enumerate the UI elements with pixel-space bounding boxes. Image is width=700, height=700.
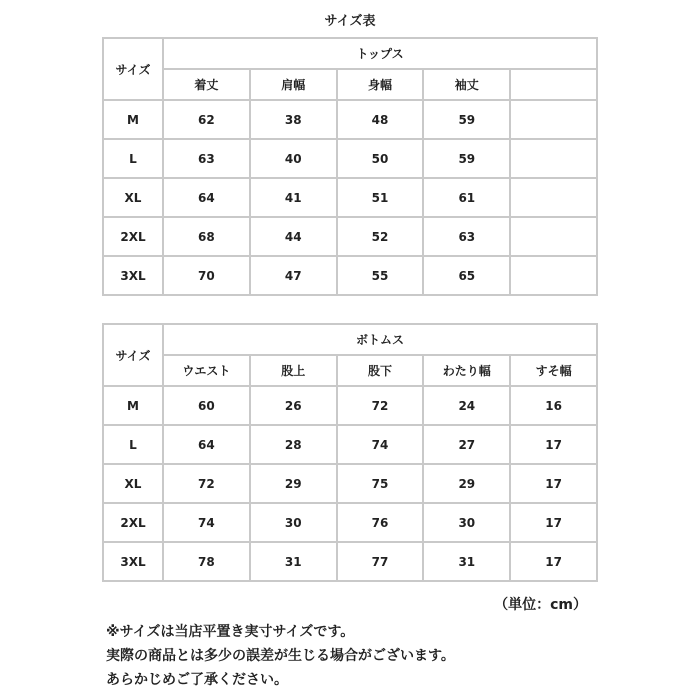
value-cell: 76: [337, 503, 424, 542]
tops-size-table: [102, 37, 598, 296]
value-cell: [510, 139, 597, 178]
value-cell: 77: [337, 542, 424, 581]
value-cell: 29: [250, 464, 337, 503]
value-cell: 24: [423, 386, 510, 425]
column-header: わたり幅: [423, 355, 510, 386]
value-cell: 75: [337, 464, 424, 503]
page-title: サイズ表: [324, 14, 376, 29]
table-row: [103, 139, 597, 178]
value-cell: 41: [250, 178, 337, 217]
value-cell: 74: [337, 425, 424, 464]
size-cell: 2XL: [103, 217, 163, 256]
value-cell: 31: [423, 542, 510, 581]
value-cell: 47: [250, 256, 337, 295]
value-cell: 17: [510, 425, 597, 464]
value-cell: 60: [163, 386, 250, 425]
table-row: [103, 178, 597, 217]
value-cell: 74: [163, 503, 250, 542]
value-cell: 16: [510, 386, 597, 425]
size-cell: L: [103, 139, 163, 178]
table-row: [103, 100, 597, 139]
value-cell: 78: [163, 542, 250, 581]
value-cell: [510, 217, 597, 256]
value-cell: 63: [423, 217, 510, 256]
value-cell: 64: [163, 178, 250, 217]
size-cell: XL: [103, 464, 163, 503]
value-cell: 17: [510, 542, 597, 581]
table-row: [103, 256, 597, 295]
value-cell: 38: [250, 100, 337, 139]
value-cell: 55: [337, 256, 424, 295]
size-cell: L: [103, 425, 163, 464]
value-cell: [510, 178, 597, 217]
value-cell: 27: [423, 425, 510, 464]
column-header: 股下: [337, 355, 424, 386]
size-header: サイズ: [103, 324, 163, 386]
table-row: [103, 542, 597, 581]
value-cell: 50: [337, 139, 424, 178]
value-cell: 68: [163, 217, 250, 256]
column-header: すそ幅: [510, 355, 597, 386]
size-cell: 3XL: [103, 256, 163, 295]
value-cell: 52: [337, 217, 424, 256]
column-header: 袖丈: [423, 69, 510, 100]
column-header: 肩幅: [250, 69, 337, 100]
size-cell: 3XL: [103, 542, 163, 581]
column-header: 身幅: [337, 69, 424, 100]
column-header: ウエスト: [163, 355, 250, 386]
value-cell: 65: [423, 256, 510, 295]
tops-group-header: トップス: [163, 38, 597, 69]
note-line: ※サイズは当店平置き実寸サイズです。: [106, 624, 355, 640]
size-cell: M: [103, 386, 163, 425]
column-header: 着丈: [163, 69, 250, 100]
value-cell: 17: [510, 464, 597, 503]
value-cell: 30: [250, 503, 337, 542]
size-cell: 2XL: [103, 503, 163, 542]
note-line: あらかじめご了承ください。: [106, 672, 288, 688]
table-row: [103, 217, 597, 256]
column-header: [510, 69, 597, 100]
table-row: [103, 386, 597, 425]
value-cell: 44: [250, 217, 337, 256]
value-cell: 59: [423, 139, 510, 178]
value-cell: 64: [163, 425, 250, 464]
value-cell: [510, 100, 597, 139]
value-cell: 63: [163, 139, 250, 178]
size-header: サイズ: [103, 38, 163, 100]
value-cell: 72: [337, 386, 424, 425]
value-cell: 62: [163, 100, 250, 139]
column-header: 股上: [250, 355, 337, 386]
note-line: 実際の商品とは多少の誤差が生じる場合がございます。: [106, 648, 455, 664]
unit-label: （単位：cm）: [494, 597, 587, 613]
value-cell: 29: [423, 464, 510, 503]
table-row: [103, 503, 597, 542]
value-cell: 59: [423, 100, 510, 139]
table-row: [103, 425, 597, 464]
value-cell: 17: [510, 503, 597, 542]
value-cell: 30: [423, 503, 510, 542]
value-cell: 51: [337, 178, 424, 217]
bottoms-group-header: ボトムス: [163, 324, 597, 355]
size-cell: M: [103, 100, 163, 139]
value-cell: 72: [163, 464, 250, 503]
value-cell: 26: [250, 386, 337, 425]
notes: [106, 620, 455, 692]
bottoms-size-table: [102, 323, 598, 582]
value-cell: 40: [250, 139, 337, 178]
value-cell: 61: [423, 178, 510, 217]
table-row: [103, 464, 597, 503]
size-cell: XL: [103, 178, 163, 217]
value-cell: 28: [250, 425, 337, 464]
value-cell: 31: [250, 542, 337, 581]
value-cell: [510, 256, 597, 295]
value-cell: 48: [337, 100, 424, 139]
value-cell: 70: [163, 256, 250, 295]
